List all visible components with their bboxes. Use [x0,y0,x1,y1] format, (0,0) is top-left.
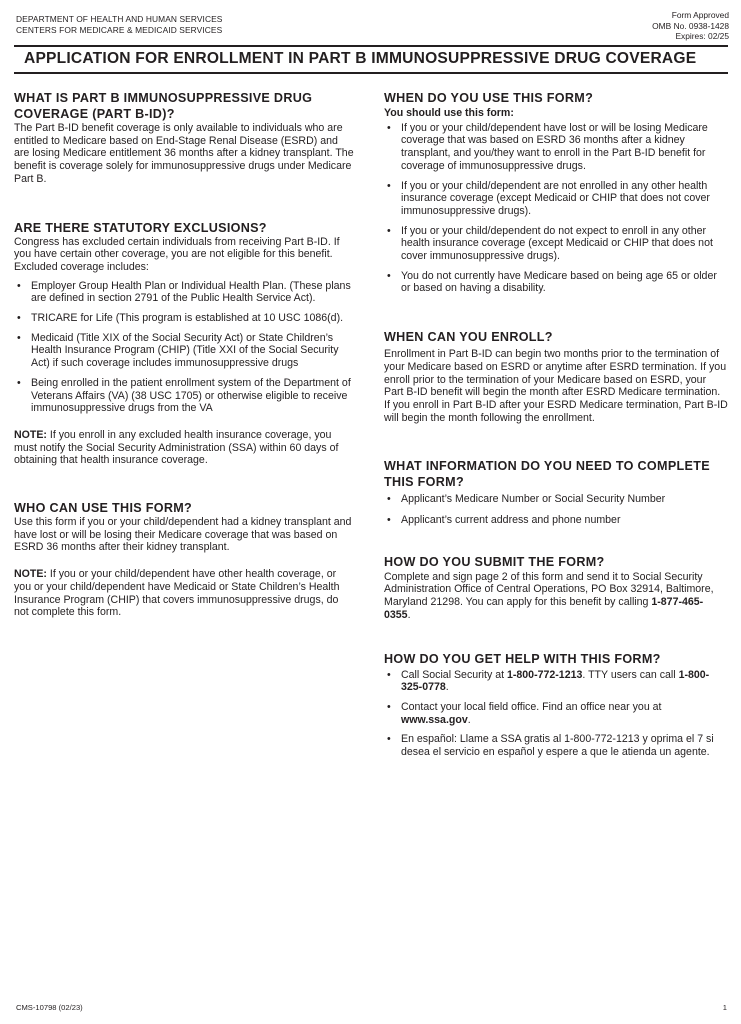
help-text: . [467,713,471,726]
list-item: • If you or your child/dependent are not enrolled in any other health insurance coverage (except Medicaid or CHIP that does not cover immunosuppressive drugs). [384,180,728,218]
list-item: • If you or your child/dependent have lost or will be losing Medicare coverage that was based on ESRD 36 months after a kidney transplant, and you/they want to enroll in the Part B-ID benefit for coverage of immunosuppressive drugs. [384,122,728,173]
exclusions-note [14,429,356,467]
section-body: Enrollment in Part B-ID can begin two months prior to the termination of your Medicare based on ESRD or anytime after ESRD termination. If you enroll prior to the termination of your Medicare based on ESRD, your Part B-ID benefit will begin the month after ESRD Medicare termination. If you enroll in Part B-ID after your ESRD Medicare termination, Part B-ID will begin the month following the enrollment. [384,348,728,424]
section-who-can-use [14,500,356,619]
section-heading: HOW DO YOU GET HELP WITH THIS FORM? [384,651,661,666]
list-item [384,701,728,726]
what-info-list [384,493,728,526]
ssa-phone-number: 1-800-772-1213 [506,668,583,681]
note-label: NOTE: [14,428,47,441]
help-text: . TTY users can call [582,668,679,681]
note-text: If you or your child/dependent have other health coverage, or you or your child/dependent have Medicaid or State Children’s Health Insurance Program (CHIP) that covers immunosuppressive drugs, do not complete this form. [14,568,340,619]
list-item: • Being enrolled in the patient enrollment system of the Department of Veterans Affairs (VA) (38 USC 1705) or otherwise eligible to receive immunosuppressive drugs from the VA [14,377,356,415]
section-heading: HOW DO YOU SUBMIT THE FORM? [384,554,605,569]
section-help [384,651,728,759]
list-item: • TRICARE for Life (This program is established at 10 USC 1086(d). [14,312,356,325]
page-number: 1 [722,1003,727,1012]
list-item [384,669,728,694]
section-when-use [384,90,728,295]
list-item: • You do not currently have Medicare based on being age 65 or older or based on having a disability. [384,270,728,295]
agency-header [16,14,222,36]
section-body [384,571,728,622]
section-heading: WHEN CAN YOU ENROLL? [384,330,553,345]
list-item: • Applicant’s Medicare Number or Social Security Number [384,493,728,506]
list-item: • Applicant’s current address and phone number [384,514,728,527]
omb-number: OMB No. 0938-1428 [652,20,729,31]
section-heading: WHAT IS PART B IMMUNOSUPPRESSIVE DRUG COVERAGE (PART B-ID)? [14,91,313,121]
ssa-website: www.ssa.gov [401,713,468,726]
left-column [14,90,356,619]
form-title: APPLICATION FOR ENROLLMENT IN PART B IMMUNOSUPPRESSIVE DRUG COVERAGE [24,50,697,67]
when-use-list [384,122,728,295]
help-list [384,669,728,759]
who-note [14,568,356,619]
form-id: CMS-10798 (02/23) [16,1003,83,1012]
enroll-phone-number: 1-877-465-0355 [384,596,704,621]
section-heading: WHO CAN USE THIS FORM? [14,501,193,516]
submit-text: Complete and sign page 2 of this form and send it to Social Security Administration Office of Central Operations, PO Box 32914, Baltimore, Maryland 21298. You can apply for this benefit by calling [384,570,714,609]
list-item: • En español: Llame a SSA gratis al 1-800-772-1213 y oprima el 7 si desea el servicio en español y espere a que le atienda un agente. [384,733,728,758]
right-column [384,90,728,759]
list-item: • If you or your child/dependent do not expect to enroll in any other health insurance coverage (except Medicaid or CHIP that does not cover immunosuppressive drugs). [384,225,728,263]
section-what-is [14,90,356,186]
section-heading: ARE THERE STATUTORY EXCLUSIONS? [14,220,267,235]
section-when-enroll [384,329,728,424]
expiration-date: Expires: 02/25 [675,31,729,41]
section-intro: Congress has excluded certain individuals from receiving Part B-ID. If you have certain other coverage, you are not eligible for this benefit. Excluded coverage includes: [14,235,340,273]
form-approved-label: Form Approved [671,10,729,20]
help-text: Contact your local field office. Find an office near you at [401,700,662,713]
omb-block [652,10,729,42]
section-body: The Part B-ID benefit coverage is only available to individuals who are entitled to Medicare based on End-Stage Renal Disease (ESRD) and are losing Medicare entitlement 36 months after a kidney transplant. The benefit is coverage solely for immunosuppressive drugs under Medicare Part B. [14,122,354,185]
section-submit [384,554,728,622]
section-lead: You should use this form: [384,107,514,119]
section-what-info [384,458,728,526]
list-item: • Medicaid (Title XIX of the Social Security Act) or State Children’s Health Insurance Program (CHIP) (Title XXI of the Social Security Act) if such coverage includes immunosuppressive drugs [14,332,356,370]
section-exclusions [14,220,356,468]
help-text: . [445,681,449,694]
exclusions-list [14,280,356,415]
help-text: Call Social Security at [401,668,507,681]
note-text: If you enroll in any excluded health insurance coverage, you must notify the Social Security Administration (SSA) within 60 days of obtaining that health insurance coverage. [14,428,339,467]
section-heading: WHAT INFORMATION DO YOU NEED TO COMPLETE THIS FORM? [384,459,710,490]
title-bar [14,45,728,74]
department-name: DEPARTMENT OF HEALTH AND HUMAN SERVICES [16,14,223,24]
tty-phone-number: 1-800-325-0778 [401,668,710,694]
submit-text-end: . [407,608,411,621]
centers-name: CENTERS FOR MEDICARE & MEDICAID SERVICES [16,25,223,35]
section-body: Use this form if you or your child/dependent had a kidney transplant and have lost or will be losing their Medicare coverage that was based on ESRD 36 months after their kidney transplant. [14,516,352,554]
list-item: • Employer Group Health Plan or Individual Health Plan. (These plans are defined in section 2791 of the Public Health Service Act). [14,280,356,305]
note-label: NOTE: [14,568,47,581]
section-heading: WHEN DO YOU USE THIS FORM? [384,91,594,105]
